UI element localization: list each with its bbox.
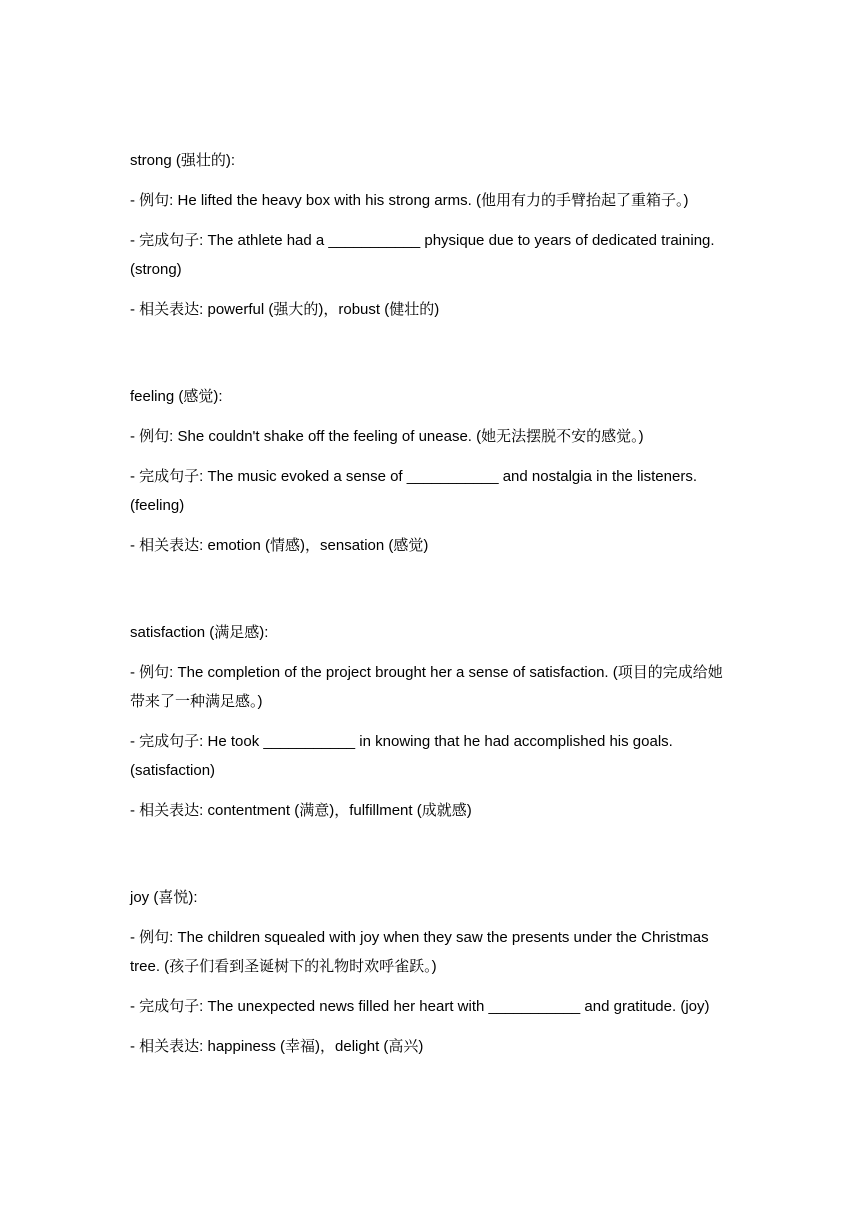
- example-sentence: - 例句: She couldn't shake off the feeling of unease. (她无法摆脱不安的感觉。): [130, 428, 644, 445]
- document-page: [130, 146, 736, 1119]
- completion-exercise: - 完成句子: The athlete had a ___________ physique due to years of dedicated training. (strong): [130, 232, 715, 278]
- headword: satisfaction (满足感):: [130, 624, 269, 641]
- related-expressions: - 相关表达: emotion (情感)，sensation (感觉): [130, 537, 429, 554]
- example-sentence: - 例句: He lifted the heavy box with his strong arms. (他用有力的手臂抬起了重箱子。): [130, 192, 689, 209]
- headword: feeling (感觉):: [130, 388, 223, 405]
- vocab-entry-feeling: [130, 382, 736, 560]
- completion-exercise: - 完成句子: He took ___________ in knowing that he had accomplished his goals. (satisfaction): [130, 733, 673, 779]
- related-expressions: - 相关表达: happiness (幸福)，delight (高兴): [130, 1038, 424, 1055]
- headword: joy (喜悦):: [130, 889, 198, 906]
- example-sentence: - 例句: The children squealed with joy when they saw the presents under the Christmas tree. (孩子们看到圣诞树下的礼物时欢呼雀跃。): [130, 929, 709, 975]
- vocab-entry-strong: [130, 146, 736, 324]
- vocab-entry-joy: [130, 883, 736, 1061]
- completion-exercise: - 完成句子: The unexpected news filled her heart with ___________ and gratitude. (joy): [130, 998, 710, 1015]
- related-expressions: - 相关表达: contentment (满意)，fulfillment (成就感): [130, 802, 472, 819]
- vocab-entry-satisfaction: [130, 618, 736, 825]
- completion-exercise: - 完成句子: The music evoked a sense of ___________ and nostalgia in the listeners. (feeling): [130, 468, 697, 514]
- example-sentence: - 例句: The completion of the project brought her a sense of satisfaction. (项目的完成给她带来了一种满足感。): [130, 664, 723, 710]
- related-expressions: - 相关表达: powerful (强大的)，robust (健壮的): [130, 301, 440, 318]
- headword: strong (强壮的):: [130, 152, 236, 169]
